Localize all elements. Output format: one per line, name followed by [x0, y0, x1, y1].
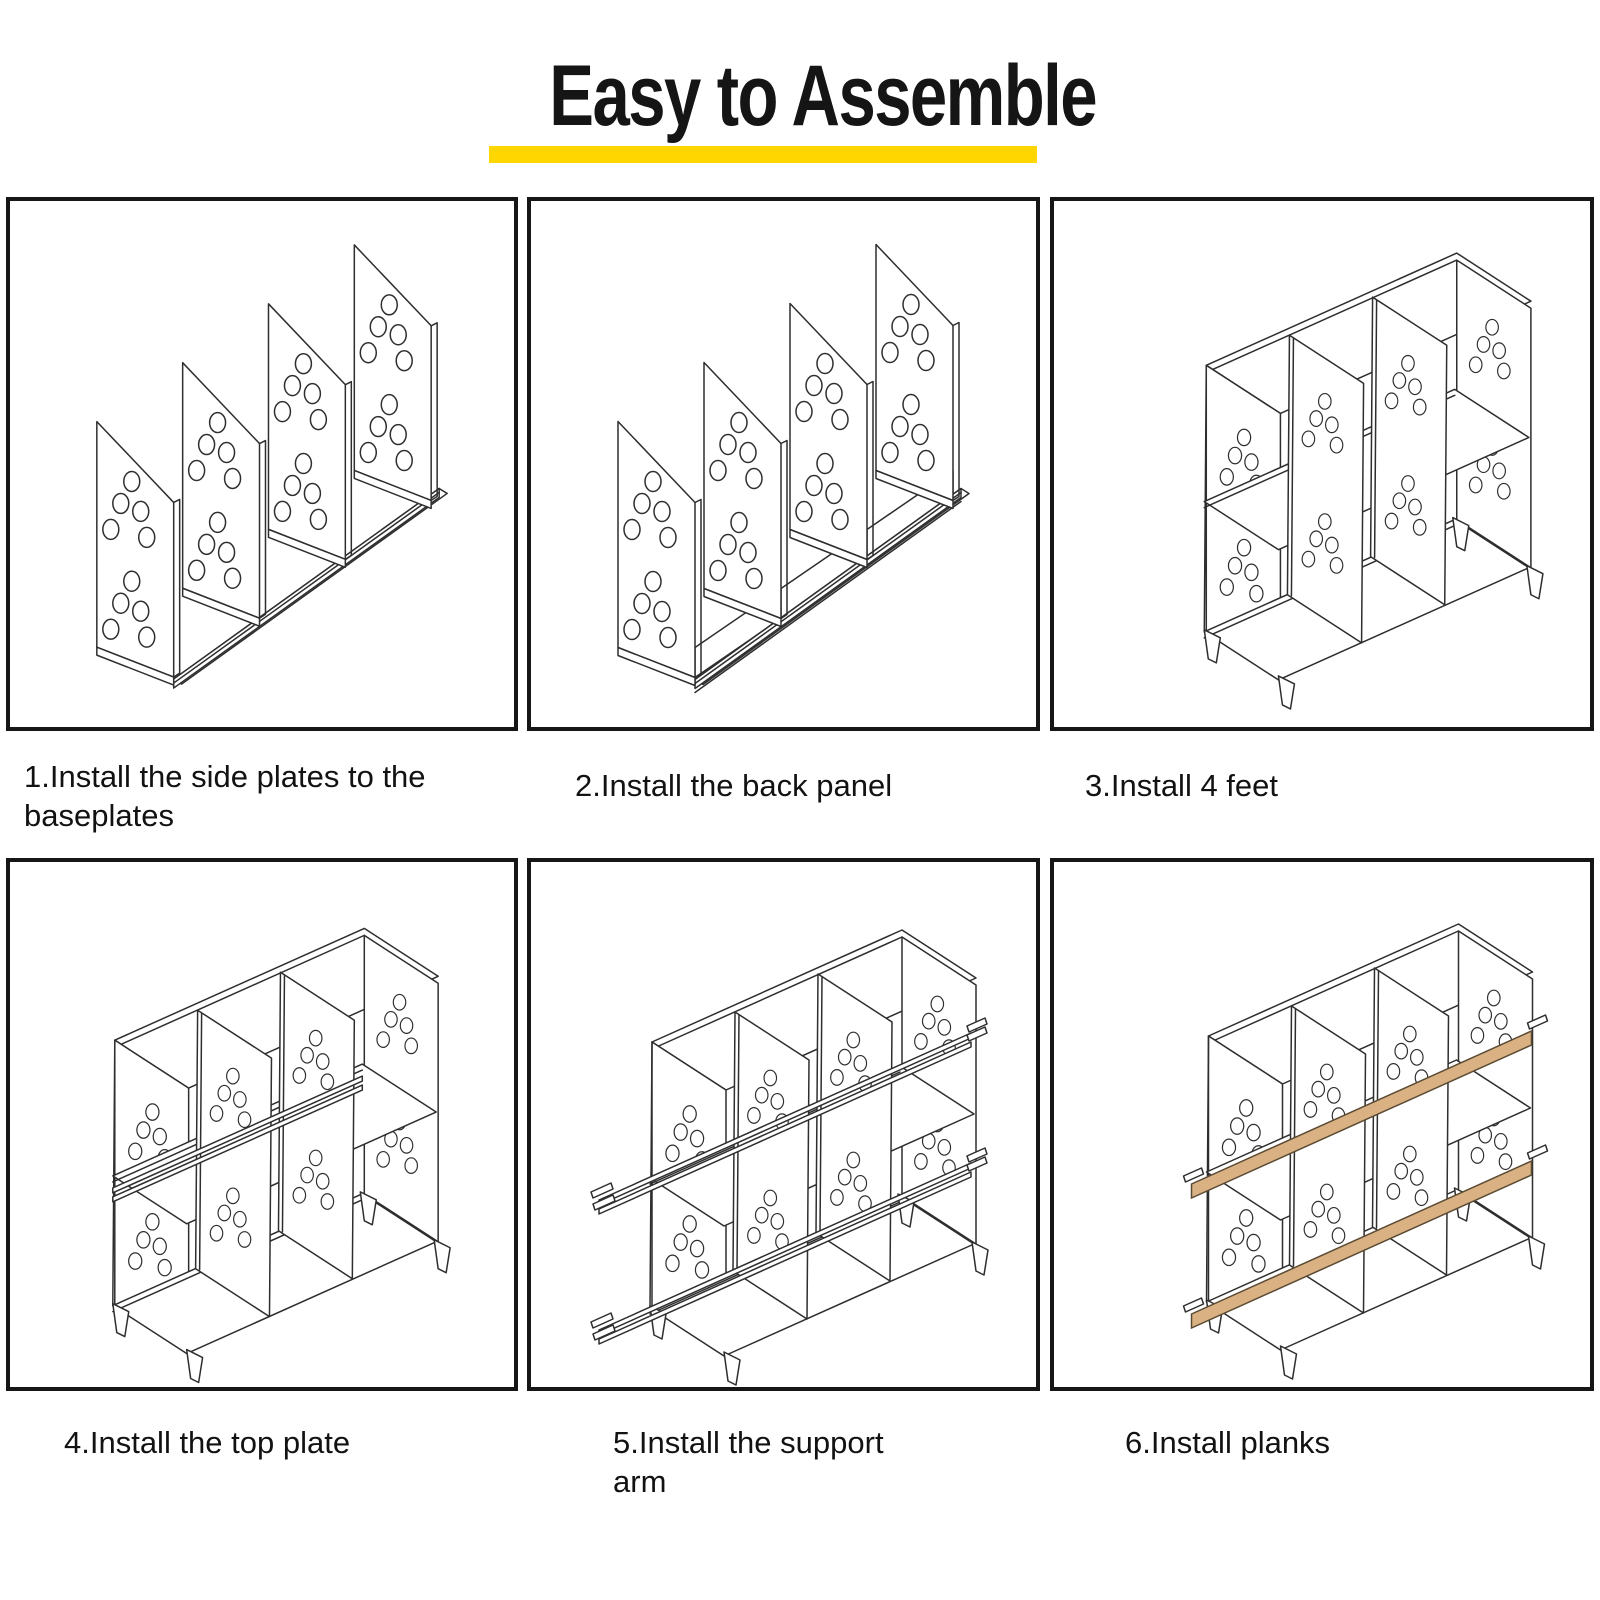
- step-1-panel: [6, 197, 518, 731]
- step-5-illustration: [531, 862, 1036, 1387]
- step-4-panel: [6, 858, 518, 1391]
- step-3-caption: 3.Install 4 feet: [1085, 768, 1279, 803]
- step-5-caption: 5.Install the support arm: [613, 1425, 884, 1499]
- title-underline: [489, 146, 1037, 163]
- step-5-panel: [527, 858, 1040, 1391]
- page-title: Easy to Assemble: [549, 48, 1097, 144]
- step-4-caption: 4.Install the top plate: [64, 1425, 351, 1460]
- step-1-illustration: [10, 201, 514, 727]
- step-6-caption: 6.Install planks: [1125, 1425, 1331, 1460]
- step-2-caption: 2.Install the back panel: [575, 768, 893, 803]
- step-1-caption: 1.Install the side plates to the baseplates: [24, 759, 426, 833]
- step-6-panel: [1050, 858, 1594, 1391]
- header: [489, 48, 1097, 163]
- step-4-illustration: [10, 862, 514, 1387]
- step-2-illustration: [531, 201, 1036, 727]
- step-3-panel: [1050, 197, 1594, 731]
- step-6-illustration: [1054, 862, 1590, 1387]
- step-2-panel: [527, 197, 1040, 731]
- step-3-illustration: [1054, 201, 1590, 727]
